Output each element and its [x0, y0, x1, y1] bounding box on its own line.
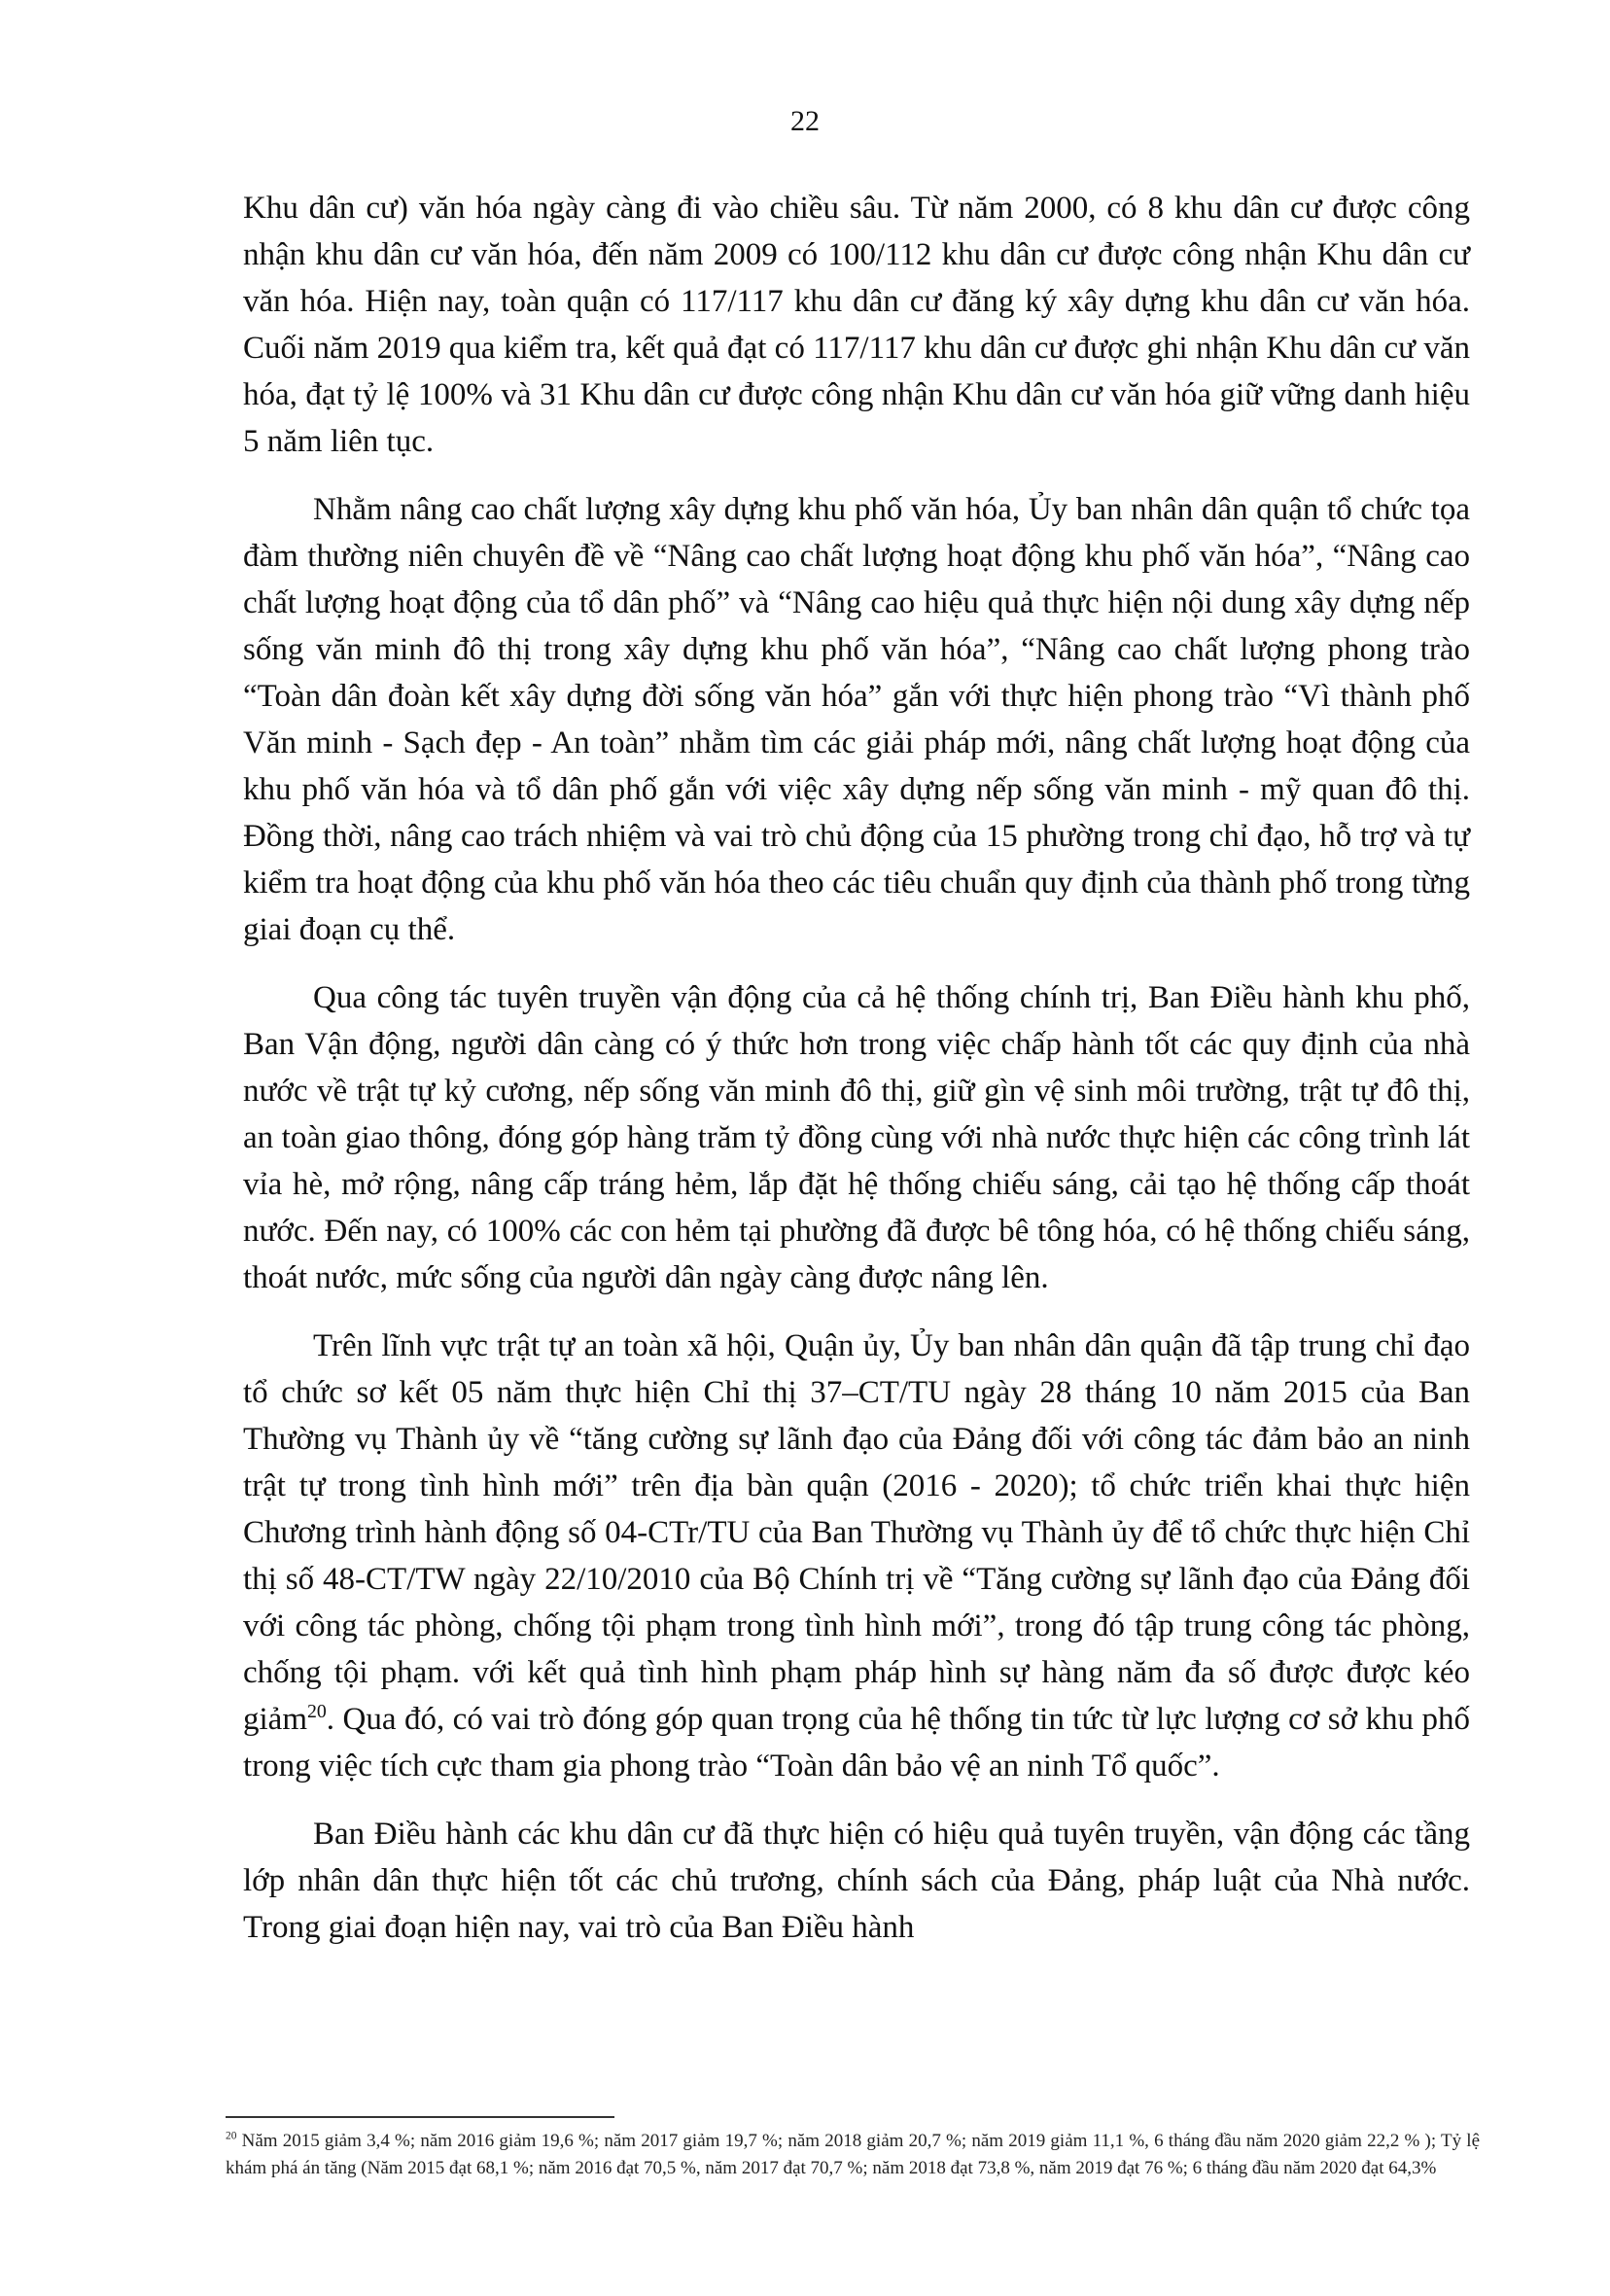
document-body: [243, 185, 1470, 1972]
page-number: 22: [790, 105, 820, 137]
paragraph-5: Ban Điều hành các khu dân cư đã thực hiện có hiệu quả tuyên truyền, vận động các tầng lớp nhân dân thực hiện tốt các chủ trương, chính sách của Đảng, pháp luật của Nhà nước. Trong giai đoạn hiện nay, vai trò của Ban Điều hành: [243, 1817, 1470, 1945]
footnote-text: Năm 2015 giảm 3,4 %; năm 2016 giảm 19,6 %; năm 2017 giảm 19,7 %; năm 2018 giảm 20,7 %; năm 2019 giảm 11,1 %, 6 tháng đầu năm 2020 giảm 22,2 % ); Tỷ lệ khám phá án tăng (Năm 2015 đạt 68,1 %; năm 2016 đạt 70,5 %, năm 2017 đạt 70,7 %; năm 2018 đạt 73,8 %, năm 2019 đạt 76 %; 6 tháng đầu năm 2020 đạt 64,3%: [226, 2131, 1481, 2178]
paragraph-4: [243, 1323, 1470, 1789]
paragraph-3: Qua công tác tuyên truyền vận động của cả hệ thống chính trị, Ban Điều hành khu phố, Ban Vận động, người dân càng có ý thức hơn trong việc chấp hành tốt các quy định của nhà nước về trật tự kỷ cương, nếp sống văn minh đô thị, giữ gìn vệ sinh môi trường, trật tự đô thị, an toàn giao thông, đóng góp hàng trăm tỷ đồng cùng với nhà nước thực hiện các công trình lát vỉa hè, mở rộng, nâng cấp tráng hẻm, lắp đặt hệ thống chiếu sáng, cải tạo hệ thống cấp thoát nước. Đến nay, có 100% các con hẻm tại phường đã được bê tông hóa, có hệ thống chiếu sáng, thoát nước, mức sống của người dân ngày càng được nâng lên.: [243, 980, 1470, 1295]
paragraph-4-tail: . Qua đó, có vai trò đóng góp quan trọng của hệ thống tin tức từ lực lượng cơ sở khu phố trong việc tích cực tham gia phong trào “Toàn dân bảo vệ an ninh Tổ quốc”.: [243, 1702, 1470, 1784]
footnote-marker: 20: [226, 2130, 237, 2142]
footnote: [226, 2128, 1480, 2182]
paragraph-1: Khu dân cư) văn hóa ngày càng đi vào chiều sâu. Từ năm 2000, có 8 khu dân cư được công nhận khu dân cư văn hóa, đến năm 2009 có 100/112 khu dân cư được công nhận Khu dân cư văn hóa. Hiện nay, toàn quận có 117/117 khu dân cư đăng ký xây dựng khu dân cư văn hóa. Cuối năm 2019 qua kiểm tra, kết quả đạt có 117/117 khu dân cư được ghi nhận Khu dân cư văn hóa, đạt tỷ lệ 100% và 31 Khu dân cư được công nhận Khu dân cư văn hóa giữ vững danh hiệu 5 năm liên tục.: [243, 191, 1470, 459]
paragraph-2: Nhằm nâng cao chất lượng xây dựng khu phố văn hóa, Ủy ban nhân dân quận tổ chức tọa đàm thường niên chuyên đề về “Nâng cao chất lượng hoạt động khu phố văn hóa”, “Nâng cao chất lượng hoạt động của tổ dân phố” và “Nâng cao hiệu quả thực hiện nội dung xây dựng nếp sống văn minh đô thị trong xây dựng khu phố văn hóa”, “Nâng cao chất lượng phong trào “Toàn dân đoàn kết xây dựng đời sống văn hóa” gắn với thực hiện phong trào “Vì thành phố Văn minh - Sạch đẹp - An toàn” nhằm tìm các giải pháp mới, nâng chất lượng hoạt động của khu phố văn hóa và tổ dân phố gắn với việc xây dựng nếp sống văn minh - mỹ quan đô thị. Đồng thời, nâng cao trách nhiệm và vai trò chủ động của 15 phường trong chỉ đạo, hỗ trợ và tự kiểm tra hoạt động của khu phố văn hóa theo các tiêu chuẩn quy định của thành phố trong từng giai đoạn cụ thể.: [243, 492, 1470, 947]
footnote-reference[interactable]: 20: [306, 1701, 327, 1722]
footnote-separator: [226, 2116, 614, 2118]
paragraph-4-text: Trên lĩnh vực trật tự an toàn xã hội, Quận ủy, Ủy ban nhân dân quận đã tập trung chỉ đạo tổ chức sơ kết 05 năm thực hiện Chỉ thị 37–CT/TU ngày 28 tháng 10 năm 2015 của Ban Thường vụ Thành ủy về “tăng cường sự lãnh đạo của Đảng đối với công tác đảm bảo an ninh trật tự trong tình hình mới” trên địa bàn quận (2016 - 2020); tổ chức triển khai thực hiện Chương trình hành động số 04-CTr/TU của Ban Thường vụ Thành ủy để tổ chức thực hiện Chỉ thị số 48-CT/TW ngày 22/10/2010 của Bộ Chính trị về “Tăng cường sự lãnh đạo của Đảng đối với công tác phòng, chống tội phạm trong tình hình mới”, trong đó tập trung công tác phòng, chống tội phạm. với kết quả tình hình phạm pháp hình sự hàng năm đa số được được kéo giảm: [243, 1328, 1470, 1737]
